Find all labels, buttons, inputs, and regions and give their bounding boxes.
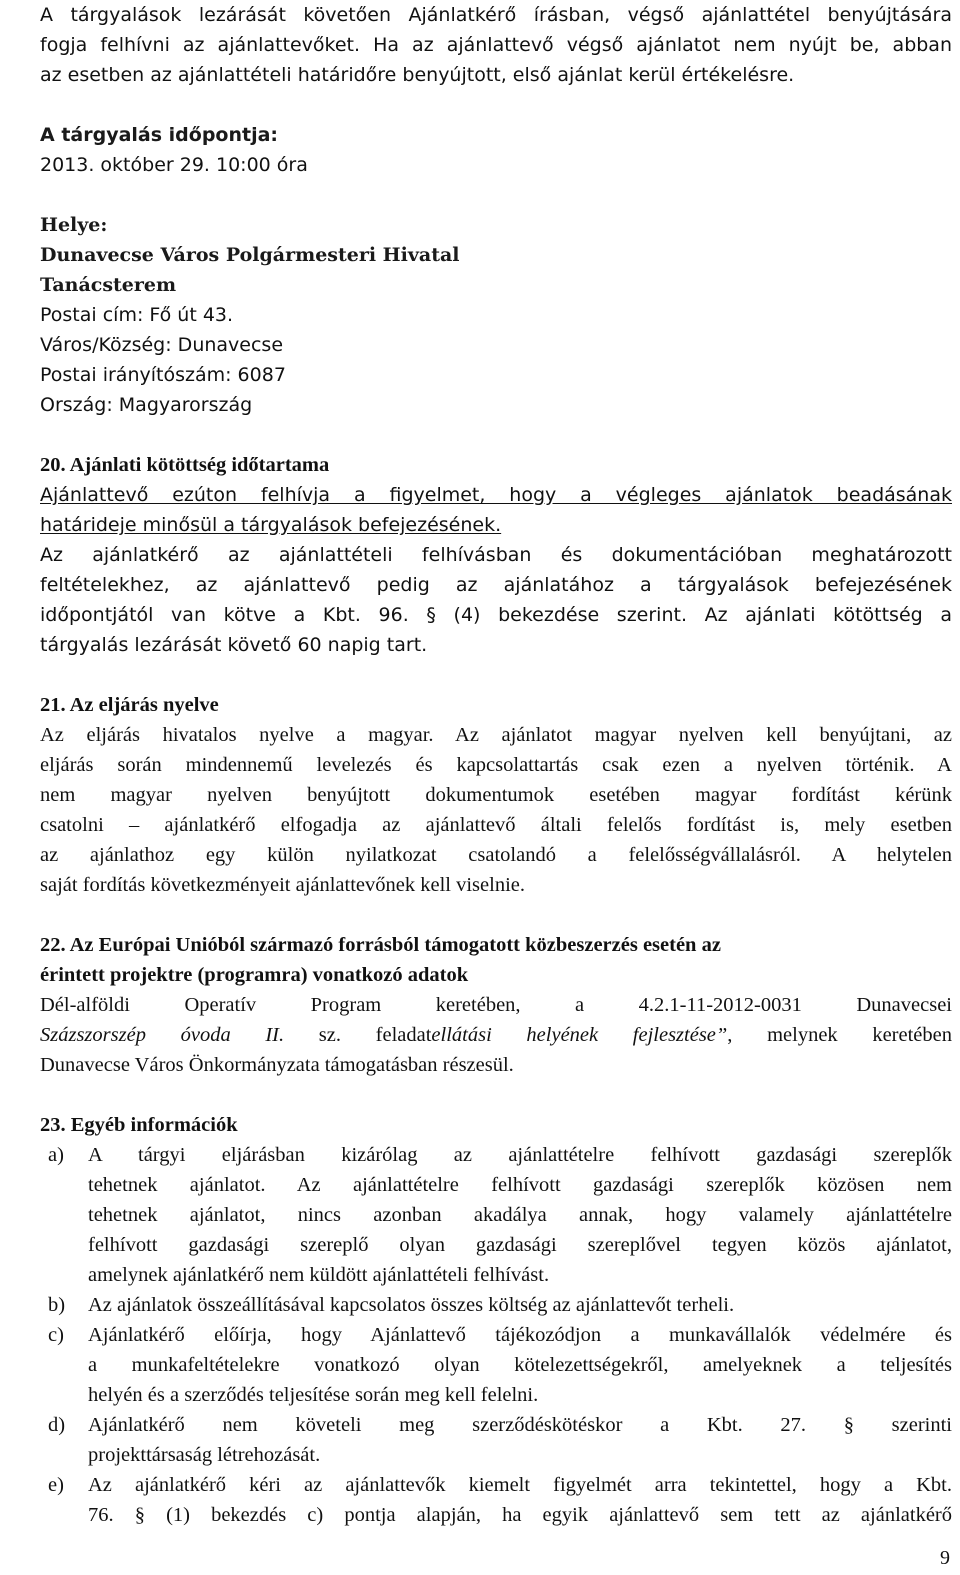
intro-line-2: fogja felhívni az ajánlattevőket. Ha az ajánlattevő végső ajánlatot nem nyújt be, abban (40, 34, 952, 56)
meeting-city: Város/Község: Dunavecse (40, 334, 284, 356)
section-20-number: 20. (40, 454, 66, 476)
section-23-number: 23. (40, 1114, 66, 1136)
item-e-label: e) (48, 1474, 64, 1496)
section-22-heading (40, 930, 952, 960)
section-23-title: Egyéb információk (70, 1114, 238, 1136)
item-e-line-2: 76. § (1) bekezdés c) pontja alapján, ha egyik ajánlattevő sem tett az ajánlatkérő (88, 1504, 952, 1526)
section-22-line-2 (40, 1020, 952, 1050)
section-22-line-1: Dél-alföldi Operatív Program keretében, a 4.2.1-11-2012-0031 Dunavecsei (40, 994, 952, 1016)
section-21-title: Az eljárás nyelve (69, 694, 219, 716)
section-20-line-3: időpontjától van kötve a Kbt. 96. § (4) bekezdése szerint. Az ajánlati kötöttség a (40, 604, 952, 626)
item-c-line-3: helyén és a szerződés teljesítése során meg kell felelni. (88, 1384, 539, 1406)
section-22-project-tail: , melynek keretében (727, 1024, 952, 1046)
item-a-line-5: amelynek ajánlatkérő nem küldött ajánlattételi felhívást. (88, 1264, 550, 1286)
section-21-line-4: csatolni – ajánlatkérő elfogadja az ajánlattevő általi felelős fordítást is, mely esetben (40, 814, 952, 836)
section-22-title-1: Az Európai Unióból származó forrásból támogatott közbeszerzés esetén az (69, 934, 721, 956)
item-a-line-3: tehetnek ajánlatot, nincs azonban akadálya annak, hogy valamely ajánlattételre (88, 1204, 952, 1226)
section-20-underlined-line-2: határideje minősül a tárgyalások befejezésének. (40, 514, 502, 536)
meeting-place-label: Helye: (40, 214, 108, 236)
section-21-line-1: Az eljárás hivatalos nyelve a magyar. Az ajánlatot magyar nyelven kell benyújtani, az (40, 724, 952, 746)
section-22-line-3: Dunavecse Város Önkormányzata támogatásban részesül. (40, 1054, 514, 1076)
item-b-label: b) (48, 1294, 66, 1316)
item-d-label: d) (48, 1414, 66, 1436)
item-b-line-1: Az ajánlatok összeállításával kapcsolatos összes költség az ajánlattevőt terheli. (88, 1294, 735, 1316)
item-a-line-4: felhívott gazdasági szereplő olyan gazdasági szereplővel tegyen közös ajánlatot, (88, 1234, 952, 1256)
meeting-postcode: Postai irányítószám: 6087 (40, 364, 286, 386)
meeting-time-value: 2013. október 29. 10:00 óra (40, 154, 308, 176)
meeting-time-label: A tárgyalás időpontja: (40, 124, 279, 146)
item-a-label: a) (48, 1144, 64, 1166)
section-20-title: Ajánlati kötöttség időtartama (69, 454, 330, 476)
section-23-heading (40, 1110, 952, 1140)
section-21-line-5: az ajánlathoz egy külön nyilatkozat csatolandó a felelősségvállalásról. A helytelen (40, 844, 952, 866)
section-22-project-suffix: sz. feladat (284, 1024, 432, 1046)
section-21-line-3: nem magyar nyelven benyújtott dokumentumok esetében magyar fordítást kérünk (40, 784, 952, 806)
section-20-line-1: Az ajánlatkérő az ajánlattételi felhívásban és dokumentációban meghatározott (40, 544, 952, 566)
item-a-line-2: tehetnek ajánlatot. Az ajánlattételre felhívott gazdasági szereplők közösen nem (88, 1174, 952, 1196)
item-c-line-1: Ajánlatkérő előírja, hogy Ajánlattevő tájékozódjon a munkavállalók védelmére és (88, 1324, 952, 1346)
meeting-postal-address: Postai cím: Fő út 43. (40, 304, 234, 326)
section-22-title-2: érintett projektre (programra) vonatkozó adatok (40, 964, 469, 986)
section-21-heading (40, 690, 952, 720)
section-21-line-2: eljárás során mindennemű levelezés és kapcsolattartás csak ezen a nyelven történik. A (40, 754, 952, 776)
section-20-heading (40, 450, 952, 480)
meeting-place-name: Dunavecse Város Polgármesteri Hivatal (40, 244, 460, 266)
page-number: 9 (940, 1547, 950, 1569)
section-20-underlined-line-1: Ajánlattevő ezúton felhívja a figyelmet, hogy a végleges ajánlatok beadásának (40, 484, 952, 506)
section-21-line-6: saját fordítás következményeit ajánlattevőnek kell viselnie. (40, 874, 525, 896)
section-22-number: 22. (40, 934, 66, 956)
item-d-line-1: Ajánlatkérő nem követeli meg szerződéskötéskor a Kbt. 27. § szerinti (88, 1414, 952, 1436)
item-a-line-1: A tárgyi eljárásban kizárólag az ajánlattételre felhívott gazdasági szereplők (88, 1144, 952, 1166)
meeting-country: Ország: Magyarország (40, 394, 253, 416)
item-d-line-2: projekttársaság létrehozását. (88, 1444, 321, 1466)
section-22-project-name: Százszorszép óvoda II. (40, 1024, 285, 1046)
section-20-line-2: feltételekhez, az ajánlattevő pedig az ajánlatához a tárgyalások befejezésének (40, 574, 952, 596)
intro-line-3: az esetben az ajánlattételi határidőre benyújtott, első ajánlat kerül értékelésre. (40, 64, 795, 86)
intro-line-1: A tárgyalások lezárását követően Ajánlatkérő írásban, végső ajánlattétel benyújtására (40, 4, 952, 26)
item-e-line-1: Az ajánlatkérő kéri az ajánlattevők kiemelt figyelmét arra tekintettel, hogy a Kbt. (88, 1474, 952, 1496)
meeting-place-room: Tanácsterem (40, 274, 177, 296)
section-22-project-title: ellátási helyének fejlesztése” (431, 1024, 728, 1046)
item-c-line-2: a munkafeltételekre vonatkozó olyan kötelezettségekről, amelyeknek a teljesítés (88, 1354, 952, 1376)
item-c-label: c) (48, 1324, 64, 1346)
section-21-number: 21. (40, 694, 66, 716)
section-20-line-4: tárgyalás lezárását követő 60 napig tart. (40, 634, 428, 656)
